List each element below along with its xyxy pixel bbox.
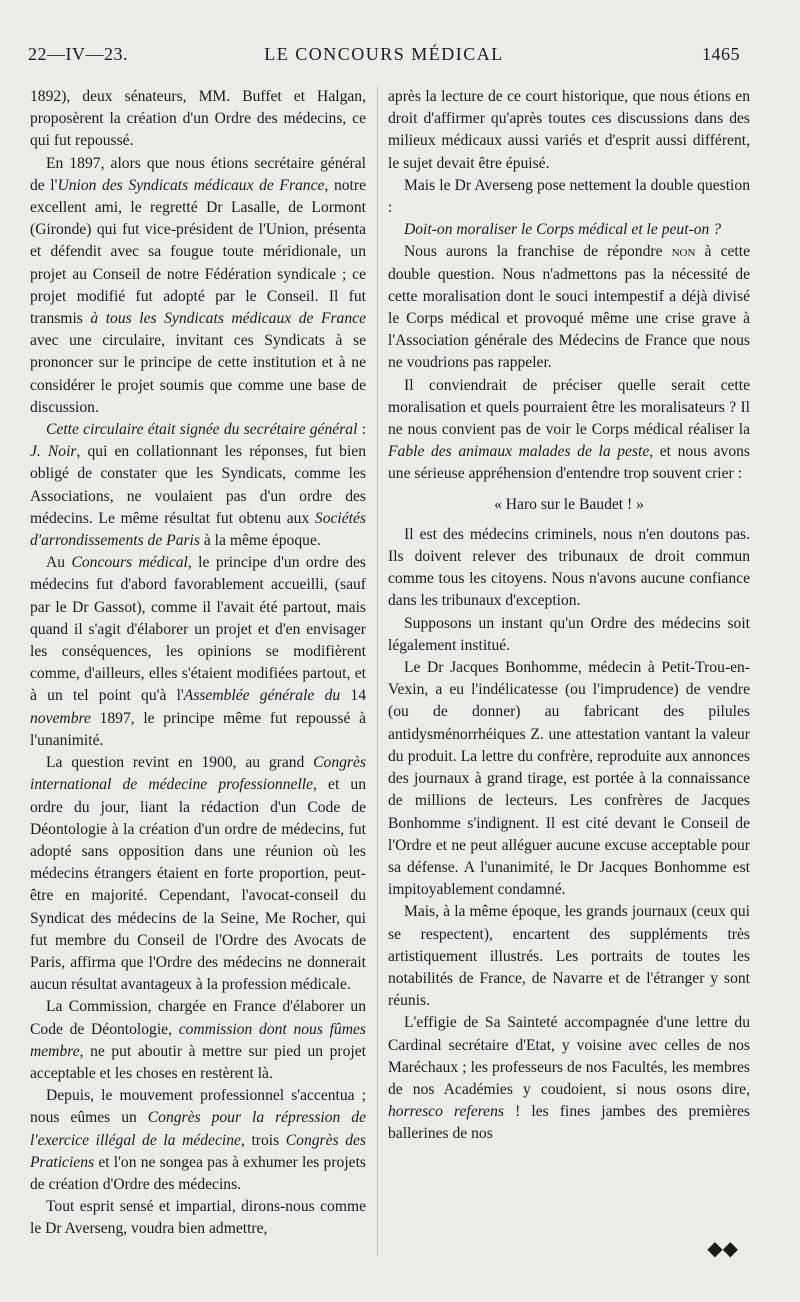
paragraph xyxy=(388,1012,750,1145)
paragraph xyxy=(30,752,366,996)
page-number: 1465 xyxy=(702,44,740,64)
italic-text: Union des Syndicats médicaux de France xyxy=(57,176,325,194)
italic-text: à tous les Syndicats médicaux de France xyxy=(90,310,366,328)
italic-text: novembre xyxy=(30,709,91,727)
italic-text: Fable des animaux malades de la peste xyxy=(388,443,650,461)
quotation: « Haro sur le Baudet ! » xyxy=(494,495,644,513)
text-run: , ne put aboutir à mettre sur pied un projet acceptable et les choses en restèrent là. xyxy=(30,1042,366,1082)
paragraph xyxy=(388,375,750,486)
text-run: 14 xyxy=(340,687,366,705)
right-column xyxy=(388,86,750,1146)
text-run: à cette double question. Nous n'admettons pas la nécessité de cette moralisation dont le souci intempestif a déjà divisé le Corps médical et provoqué même une crise grave à l'Association générale des Médecins de France que nous ne voudrions pas rappeler. xyxy=(388,243,750,372)
text-run: , notre excellent ami, le regretté Dr Lasalle, de Lormont (Gironde) qui fut vice-président de l'Union, présenta et défendit avec sa fougue toute méridionale, un projet au Conseil de notre Fédération syndicale ; ce projet modifié fut adopté par le Conseil. Il fut transmis xyxy=(30,176,366,328)
paragraph: Mais le Dr Averseng pose nettement la double question : xyxy=(388,176,750,217)
italic-text: horresco referens xyxy=(388,1103,504,1121)
text-run: , et un ordre du jour, liant la rédaction d'un Code de Déontologie à la création d'un ordre de médecins, fut adopté sans opposition dans une réunion où les médecins étrangers étaient en forte proportion, peut-être en majorité. Cependant, l'avocat-conseil du Syndicat des médecins de la Seine, Me Rocher, qui fut membre du Conseil de l'Ordre des Avocats de Paris, affirma que l'Ordre des médecins ne donnerait aucun résultat avantageux à la profession médicale. xyxy=(30,776,366,994)
paragraph xyxy=(30,419,366,552)
running-header xyxy=(28,44,740,70)
paragraph: Le Dr Jacques Bonhomme, médecin à Petit-Trou-en-Vexin, a eu l'indélicatesse (ou l'imprudence) de vendre (ou de donner) au fabricant des pilules antidysménorrhéiques Z. une attestation vantant la valeur du produit. La lettre du confrère, reproduite aux annonces des journaux à grand tirage, est portée à la connaissance de millions de lecteurs. Les confrères de Jacques Bonhomme s'indignent. Il est cité devant le Conseil de l'Ordre et ne peut alléguer aucune excuse acceptable pour sa défense. A l'unanimité, le Dr Jacques Bonhomme est impitoyablement condamné. xyxy=(388,659,750,899)
text-run: La Commission, chargée en France d'élaborer un Code de Déontologie, xyxy=(30,998,366,1038)
issue-date: 22—IV—23. xyxy=(28,44,128,64)
text-run: avec une circulaire, invitant ces Syndicats à se prononcer sur le principe de cette institution et à ne considérer le projet soumis que comme une base de discussion. xyxy=(30,332,366,416)
paragraph: Tout esprit sensé et impartial, dirons-nous comme le Dr Averseng, voudra bien admettre, xyxy=(30,1198,366,1238)
paragraph: Mais, à la même époque, les grands journaux (ceux qui se respectent), encartent des suppléments très artistiquement illustrés. Les portraits de toutes les notabilités de France, de Navarre et de l'étranger y sont réunis. xyxy=(388,903,750,1010)
text-run: Il conviendrait de préciser quelle serait cette moralisation et quels pourraient être les moralisateurs ? Il ne nous convient pas de voir le Corps médical réaliser la xyxy=(388,376,750,439)
italic-text: J. Noir xyxy=(30,443,77,461)
text-run: En 1897, alors que nous étions secrétaire général de l' xyxy=(30,154,366,194)
paragraph xyxy=(30,552,366,752)
text-run: , qui en collationnant les réponses, fut bien obligé de constater que les Syndicats, comme les Associations, ne voulaient pas d'un ordre des médecins. Le même résultat fut obtenu aux xyxy=(30,443,366,527)
text-run: à la même époque. xyxy=(199,532,321,550)
text-run: Depuis, le mouvement professionnel s'accentua ; nous eûmes un xyxy=(30,1087,366,1127)
paragraph xyxy=(30,153,366,419)
italic-text: Assemblée générale du xyxy=(183,687,341,705)
text-run: , trois xyxy=(240,1131,286,1149)
italic-text: Concours médical xyxy=(71,554,188,572)
italic-text: Cette circulaire était signée du secrétaire général xyxy=(46,421,358,439)
italic-text: commission dont nous fûmes membre xyxy=(30,1020,366,1060)
text-run: Au xyxy=(46,554,72,572)
text-run: ! les fines jambes des premières ballerines de nos xyxy=(388,1103,750,1143)
text-run: : xyxy=(357,421,367,439)
journal-title: LE CONCOURS MÉDICAL xyxy=(264,44,504,64)
paragraph xyxy=(30,1085,366,1196)
italic-text: Congrès des Praticiens xyxy=(30,1131,366,1171)
text-run: L'effigie de Sa Sainteté accompagnée d'une lettre du Cardinal secrétaire d'Etat, y voisine avec celles de nos Maréchaux ; les professeurs de nos Facultés, les membres de nos Académies y coudoient, si nous osons dire, xyxy=(388,1014,750,1098)
paragraph: Supposons un instant qu'un Ordre des médecins soit légalement institué. xyxy=(388,614,750,654)
left-column xyxy=(30,86,366,1241)
italic-text: Congrès pour la répression de l'exercice illégal de la médecine xyxy=(30,1109,366,1149)
paragraph: après la lecture de ce court historique, que nous étions en droit d'affirmer qu'après toutes ces discussions dans des milieux médicaux aussi variés et d'esprit aussi différent, le sujet devait être épuisé. xyxy=(388,88,750,172)
italic-text: Sociétés d'arrondissements de Paris xyxy=(30,509,366,550)
paragraph xyxy=(30,996,366,1085)
text-run: La question revint en 1900, au grand xyxy=(46,754,314,772)
text-run: Nous aurons la franchise de répondre xyxy=(404,243,672,261)
column-divider xyxy=(377,86,378,1256)
small-caps-text: non xyxy=(671,243,696,261)
paragraph: Il est des médecins criminels, nous n'en doutons pas. Ils doivent relever des tribunaux de droit commun comme tous les citoyens. Nous n'avons aucune confiance dans les tribunaux d'exception. xyxy=(388,525,750,610)
paragraph: Doit-on moraliser le Corps médical et le peut-on ? xyxy=(404,221,722,239)
text-run: , et nous avons une sérieuse appréhension d'entendre trop souvent crier : xyxy=(388,443,750,483)
text-run: et l'on ne songea pas à exhumer les projets de création d'Ordre des médecins. xyxy=(30,1153,366,1193)
italic-text: Congrès international de médecine professionnelle xyxy=(30,754,366,794)
ornament-icon: ◆◆ xyxy=(707,1238,738,1260)
text-run: , le principe d'un ordre des médecins fut d'abord favorablement accueilli, (sauf par le Dr Gassot), comme il l'avait été partout, mais quand il s'agit d'élaborer un projet et d'en envisager les conséquences, les opinions se modifièrent comme, d'ailleurs, elles s'étaient modifiées partout, et à un tel point qu'à l' xyxy=(30,554,366,705)
paragraph xyxy=(388,241,750,374)
paragraph: 1892), deux sénateurs, MM. Buffet et Halgan, proposèrent la création d'un Ordre des médecins, ce qui fut repoussé. xyxy=(30,88,366,150)
text-run: 1897, le principe même fut repoussé à l'unanimité. xyxy=(30,709,366,749)
